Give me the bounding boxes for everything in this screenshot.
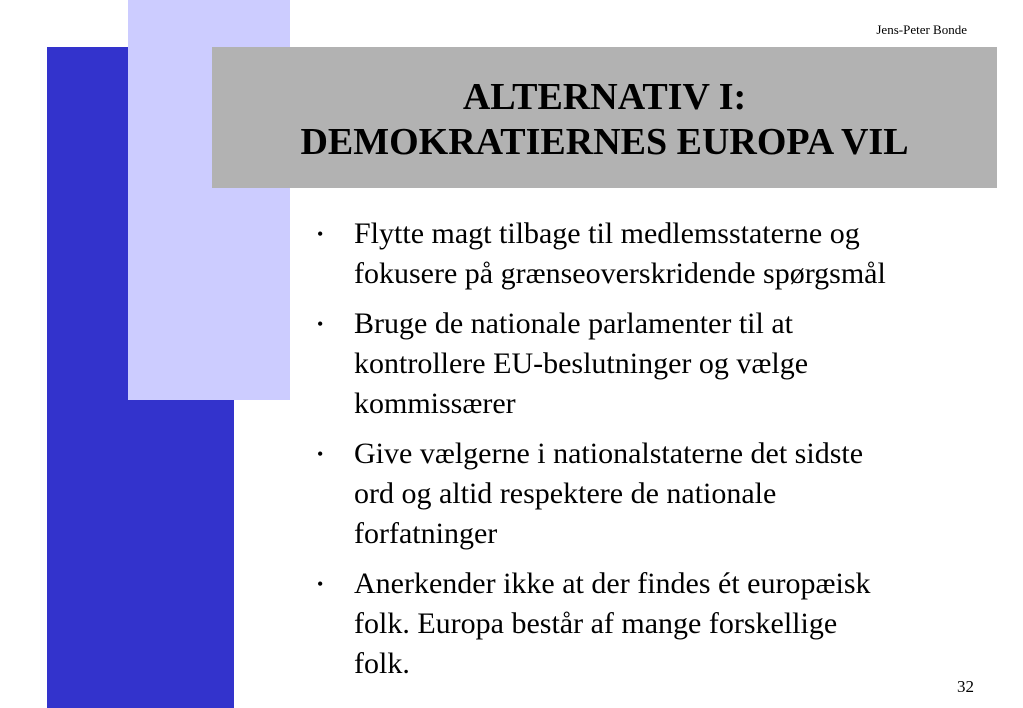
slide-title-line-1: ALTERNATIV I: — [462, 75, 747, 118]
bullet-text-line: folk. — [354, 647, 410, 680]
bullet-icon: • — [317, 444, 324, 464]
bullet-text-line: fokusere på grænseoverskridende spørgsmål — [354, 257, 886, 290]
bullet-item — [312, 434, 1002, 554]
bullet-item — [312, 214, 1002, 294]
bullet-text — [354, 304, 1002, 424]
bullet-icon: • — [317, 314, 324, 334]
bullet-text — [354, 564, 1002, 684]
page-number: 32 — [957, 677, 974, 696]
bullet-text-line: Flytte magt tilbage til medlemsstaterne og — [354, 217, 860, 250]
bullet-text — [354, 214, 1002, 294]
bullet-text-line: Anerkender ikke at der findes ét europæisk — [354, 567, 871, 600]
author-name: Jens-Peter Bonde — [876, 22, 967, 37]
bullet-text-line: kontrollere EU-beslutninger og vælge — [354, 347, 809, 380]
bullet-item — [312, 564, 1002, 684]
bullet-text — [354, 434, 1002, 554]
bullet-icon: • — [317, 224, 324, 244]
bullet-icon: • — [317, 574, 324, 594]
bullet-text-line: forfatninger — [354, 517, 498, 550]
title-box — [212, 47, 997, 188]
bullet-list — [312, 214, 1002, 694]
bullet-item — [312, 304, 1002, 424]
bullet-text-line: kommissærer — [354, 387, 516, 420]
bullet-text-line: Give vælgerne i nationalstaterne det sidste — [354, 437, 864, 470]
slide-title-line-2: DEMOKRATIERNES EUROPA VIL — [300, 120, 909, 163]
bullet-text-line: ord og altid respektere de nationale — [354, 477, 777, 510]
bullet-text-line: Bruge de nationale parlamenter til at — [354, 307, 793, 340]
bullet-text-line: folk. Europa består af mange forskellige — [354, 607, 838, 640]
